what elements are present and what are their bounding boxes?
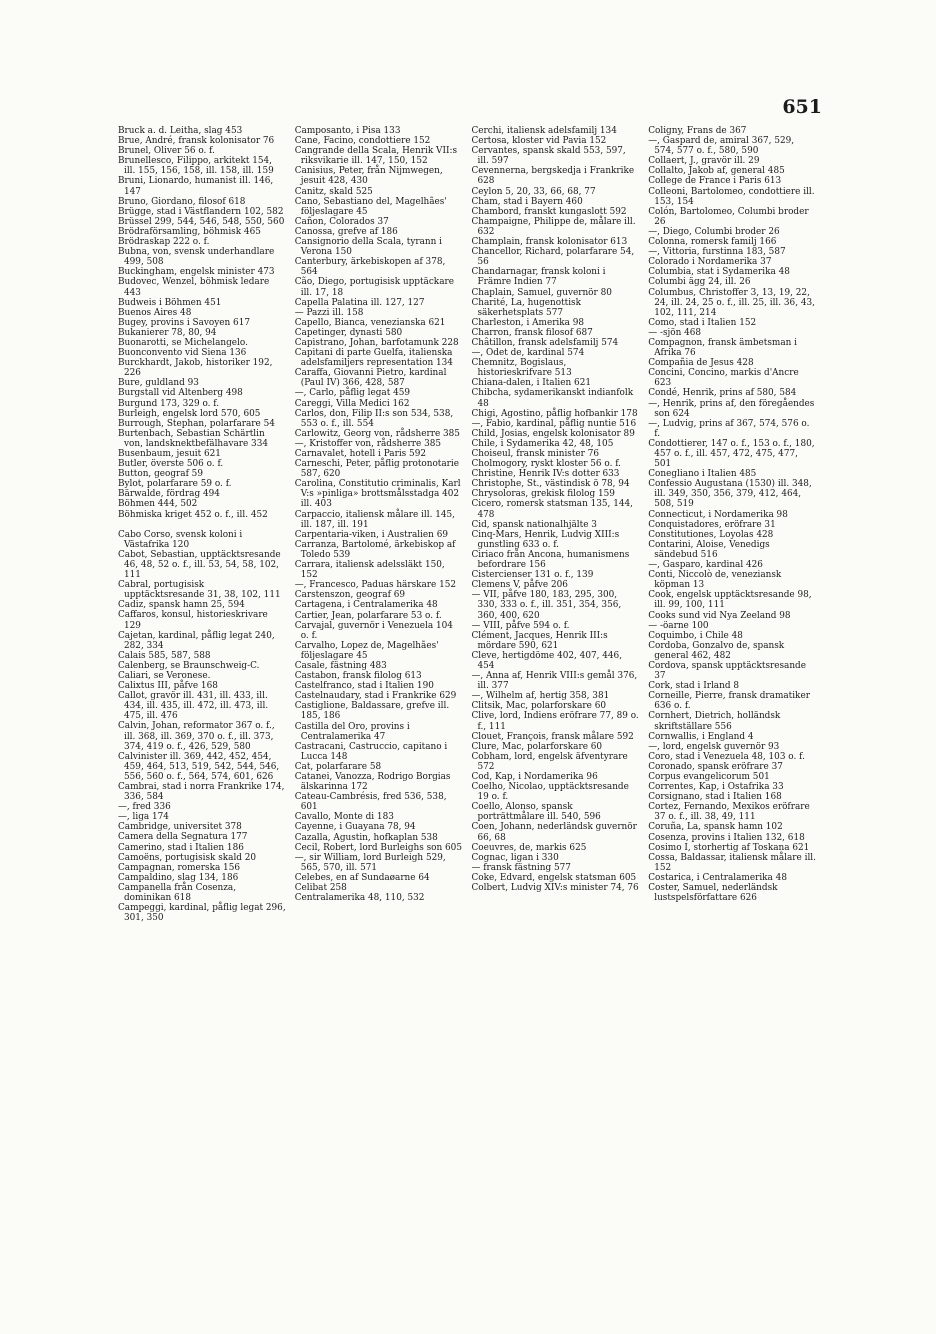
index-entry: Ceylon 5, 20, 33, 66, 68, 77 <box>471 186 596 197</box>
index-entry: — fransk fästning 577 <box>471 862 571 873</box>
index-entry: Clouet, François, fransk målare 592 <box>471 731 634 742</box>
index-entry: Calvin, Johan, reformator 367 o. f., ill. 368, ill. 369, 370 o. f., ill. 373, 374, 419 o. f., 426, 529, 580 <box>118 721 275 752</box>
index-entry: Celebes, en af Sundaøarne 64 <box>294 872 430 883</box>
index-entry: Chaplain, Samuel, guvernör 80 <box>471 287 612 298</box>
index-entry: Charité, La, hugenottisk säkerhetsplats 577 <box>471 297 581 318</box>
index-entry: Canossa, grefve af 186 <box>294 226 398 237</box>
index-entry: Carpaccio, italiensk målare ill. 145, ill. 187, ill. 191 <box>294 509 455 530</box>
index-entry: Coke, Edvard, engelsk statsman 605 <box>471 872 637 883</box>
index-entry: —, fred 336 <box>118 802 171 813</box>
index-entry: Centralamerika 48, 110, 532 <box>294 893 425 904</box>
index-entry: Compagnon, fransk ämbetsman i Afrika 76 <box>648 337 798 359</box>
index-entry: Chiana-dalen, i Italien 621 <box>471 378 591 389</box>
index-entry: Carneschi, Peter, påflig protonotarie 587, 620 <box>294 459 459 480</box>
index-entry: Cão, Diego, portugisisk upptäckare ill. 17, 18 <box>294 277 454 298</box>
index-entry: —, Diego, Columbi broder 26 <box>648 226 780 237</box>
index-entry: Calixtus III, påfve 168 <box>118 681 218 692</box>
index-entry: Chemnitz, Bogislaus, historieskrifvare 513 <box>471 358 572 379</box>
index-entry: Cinq-Mars, Henrik, Ludvig XIII:s gunstling 633 o. f. <box>471 529 620 550</box>
index-entry: Castracani, Castruccio, capitano i Lucca 148 <box>294 741 448 762</box>
index-entry: Columbia, stat i Sydamerika 48 <box>648 267 790 278</box>
index-entry: — VIII, påfve 594 o. f. <box>471 620 570 631</box>
index-entry: Cevennerna, bergskedja i Frankrike 628 <box>471 166 635 187</box>
index-entry: Camerino, stad i Italien 186 <box>118 842 244 853</box>
index-entry: —, Anna af, Henrik VIII:s gemål 376, ill. 377 <box>471 671 638 692</box>
index-entry: Cork, stad i Irland 8 <box>648 681 739 692</box>
index-entry: Contarini, Aloise, Venedigs sändebud 516 <box>648 539 770 560</box>
index-entry: Carpentaria-viken, i Australien 69 <box>294 529 448 540</box>
index-entry: Bruni, Lionardo, humanist ill. 146, 147 <box>118 176 274 197</box>
index-entry: College de France i Paris 613 <box>648 176 782 187</box>
index-entry: Brödraförsamling, böhmisk 465 <box>118 226 261 237</box>
index-column-3 <box>472 126 640 1176</box>
index-entry: Campeggi, kardinal, påflig legat 296, 301, 350 <box>118 903 286 924</box>
index-entry: Coligny, Frans de 367 <box>648 126 747 136</box>
index-entry: Careggi, Villa Medici 162 <box>294 398 410 409</box>
index-entry: Callot, gravör ill. 431, ill. 433, ill. 434, ill. 435, ill. 472, ill. 473, ill. 475, ill. 476 <box>118 691 269 722</box>
index-entry: Coeuvres, de, markis 625 <box>471 842 587 853</box>
index-entry: Cayenne, i Guayana 78, 94 <box>294 822 416 833</box>
index-entry: Colorado i Nordamerika 37 <box>648 257 772 268</box>
index-entry: Capella Palatina ill. 127, 127 <box>294 297 425 308</box>
index-entry: Caffaros, konsul, historieskrivare 129 <box>118 610 268 631</box>
index-entry: Cambridge, universitet 378 <box>118 822 242 833</box>
index-entry: Chambord, franskt kungaslott 592 <box>471 206 627 217</box>
index-entry: Carvajal, guvernör i Venezuela 104 o. f. <box>294 620 453 641</box>
index-entry: — -sjön 468 <box>648 327 702 338</box>
index-entry: Confessio Augustana (1530) ill. 348, ill. 349, 350, 356, 379, 412, 464, 508, 519 <box>648 479 812 510</box>
index-entry: —, Gasparo, kardinal 426 <box>648 560 763 571</box>
index-entry: Cognac, ligan i 330 <box>471 852 559 863</box>
index-entry: Chancellor, Richard, polarfarare 54, 56 <box>471 247 635 268</box>
index-entry: Cobham, lord, engelsk äfventyrare 572 <box>471 751 628 772</box>
index-entry: Christine, Henrik IV:s dotter 633 <box>471 469 620 480</box>
index-entry: Cadiz, spansk hamn 25, 594 <box>118 600 245 611</box>
index-entry: —, Vittoria, furstinna 183, 587 <box>648 247 786 258</box>
index-entry: Constitutiones, Loyolas 428 <box>648 529 774 540</box>
index-entry: Costarica, i Centralamerika 48 <box>648 872 787 883</box>
index-entry: Columbus, Christoffer 3, 13, 19, 22, 24, ill. 24, 25 o. f., ill. 25, ill. 36, 43, 102, 111, 214 <box>648 287 815 318</box>
index-entry: Burrough, Stephan, polarfarare 54 <box>118 418 275 429</box>
index-entry: Charleston, i Amerika 98 <box>471 317 585 328</box>
index-entry: Cornwallis, i England 4 <box>648 731 754 742</box>
index-entry: Carstenszon, geograf 69 <box>294 590 405 601</box>
index-entry: Colbert, Ludvig XIV:s minister 74, 76 <box>471 883 639 894</box>
index-entry: Burtenbach, Sebastian Schärtlin von, landsknektbefälhavare 334 <box>118 428 269 449</box>
index-entry: Ciriaco från Ancona, humanismens befordrare 156 <box>471 549 630 571</box>
index-entry: Cane, Facino, condottiere 152 <box>294 136 431 147</box>
index-entry: Certosa, kloster vid Pavia 152 <box>471 136 607 147</box>
index-entry: Cooks sund vid Nya Zeeland 98 <box>648 610 791 621</box>
index-entry: Capitani di parte Guelfa, italienska adelsfamiljers representation 134 <box>294 348 453 369</box>
index-entry: —, Fabio, kardinal, påflig nuntie 516 <box>471 418 637 429</box>
index-entry: Cham, stad i Bayern 460 <box>471 196 583 207</box>
index-entry: Camoëns, portugisisk skald 20 <box>118 852 257 863</box>
index-entry: Clemens V, påfve 206 <box>471 580 568 591</box>
index-entry: Castelfranco, stad i Italien 190 <box>294 681 434 692</box>
index-entry: Calenberg, se Braunschweig-C. <box>118 660 260 671</box>
index-entry: Cambrai, stad i norra Frankrike 174, 336, 584 <box>118 782 285 803</box>
index-entry: Carranza, Bartolomé, ärkebiskop af Toledo 539 <box>294 539 456 560</box>
index-entry: Cook, engelsk upptäcktsresande 98, ill. 99, 100, 111 <box>648 590 812 611</box>
index-entry: Cansignorio della Scala, tyrann i Verona 150 <box>294 237 442 258</box>
index-entry: Bruck a. d. Leitha, slag 453 <box>118 126 243 136</box>
index-entry: Colón, Bartolomeo, Columbi broder 26 <box>648 206 809 227</box>
index-entry: Calvinister ill. 369, 442, 452, 454, 459, 464, 513, 519, 542, 544, 546, 556, 560 o. f., 564, 574, 601, 626 <box>118 751 280 782</box>
index-entry: Columbi ägg 24, ill. 26 <box>648 277 751 288</box>
index-entry: Buckingham, engelsk minister 473 <box>118 267 275 278</box>
index-entry: Bylot, polarfarare 59 o. f. <box>118 479 232 490</box>
index-entry: —, Gaspard de, amiral 367, 529, 574, 577 o. f., 580, 590 <box>648 136 795 157</box>
index-entry: —, Kristoffer von, rådsherre 385 <box>294 438 442 449</box>
index-entry: Brue, André, fransk kolonisator 76 <box>118 136 275 147</box>
index-entry: Böhmiska kriget 452 o. f., ill. 452 <box>118 509 268 520</box>
index-entry: Chrysoloras, grekisk filolog 159 <box>471 489 615 500</box>
index-entry: Canisius, Peter, från Nijmwegen, jesuit 428, 430 <box>294 166 443 187</box>
index-entry: Castilla del Oro, provins i Centralamerika 47 <box>294 721 410 742</box>
index-entry: Camposanto, i Pisa 133 <box>294 126 401 136</box>
index-entry: Chandarnagar, fransk koloni i Främre Indien 77 <box>471 267 606 288</box>
index-entry: Carlos, don, Filip II:s son 534, 538, 553 o. f., ill. 554 <box>294 408 454 429</box>
index-entry: —, lord, engelsk guvernör 93 <box>648 741 780 752</box>
index-entry: Bugey, provins i Savoyen 617 <box>118 317 250 328</box>
index-entry: —, Odet de, kardinal 574 <box>471 348 585 359</box>
index-entry: —, Francesco, Paduas härskare 152 <box>294 580 457 591</box>
index-entry: Coro, stad i Venezuela 48, 103 o. f. <box>648 751 805 762</box>
index-entry: Cat, polarfarare 58 <box>294 761 382 772</box>
index-entry: Buonarotti, se Michelangelo. <box>118 337 248 348</box>
index-entry: Clitsik, Mac, polarforskare 60 <box>471 701 607 712</box>
index-entry: Cazalla, Agustin, hofkaplan 538 <box>294 832 438 843</box>
index-entry: Button, geograf 59 <box>118 469 203 480</box>
index-entry: Cano, Sebastiano del, Magelhães' följeslagare 45 <box>294 196 447 217</box>
index-entry: —, Wilhelm af, hertig 358, 381 <box>471 691 610 702</box>
index-entry: Carnavalet, hotell i Paris 592 <box>294 449 426 459</box>
index-entry: Como, stad i Italien 152 <box>648 317 757 328</box>
index-entry: Bubna, von, svensk underhandlare 499, 508 <box>118 247 275 268</box>
index-entry: Chigi, Agostino, påflig hofbankir 178 <box>471 408 638 419</box>
index-entry: Brügge, stad i Västflandern 102, 582 <box>118 206 284 217</box>
index-entry: Burgstall vid Altenberg 498 <box>118 388 243 399</box>
index-entry: Bure, guldland 93 <box>118 378 199 389</box>
index-entry: Brödraskap 222 o. f. <box>118 237 210 248</box>
index-entry: Cervantes, spansk skald 553, 597, ill. 597 <box>471 146 626 167</box>
index-entry: —, sir William, lord Burleigh 529, 565, 570, ill. 571 <box>294 852 446 873</box>
index-entry: Cajetan, kardinal, påflig legat 240, 282, 334 <box>118 630 275 651</box>
index-entry: Cicero, romersk statsman 135, 144, 478 <box>471 499 633 520</box>
index-entry: Bärwalde, fördrag 494 <box>118 489 220 500</box>
index-entry: Campanella från Cosenza, dominikan 618 <box>118 882 237 904</box>
index-entry: Cossa, Baldassar, italiensk målare ill. 152 <box>648 852 816 873</box>
index-entry: Coen, Johann, nederländsk guvernör 66, 68 <box>471 822 637 843</box>
index-entry: Cabral, portugisisk upptäcktsresande 31, 38, 102, 111 <box>118 580 281 601</box>
index-entry: Coronado, spansk eröfrare 37 <box>648 761 783 772</box>
index-entry: Canterbury, ärkebiskopen af 378, 564 <box>294 257 446 278</box>
index-entry: Cosimo I, storhertig af Toskana 621 <box>648 842 810 853</box>
index-entry: Condé, Henrik, prins af 580, 584 <box>648 388 797 399</box>
index-entry: Cabo Corso, svensk koloni i Västafrika 120 <box>118 529 243 550</box>
index-entry: Christophe, St., västindisk ö 78, 94 <box>471 479 630 490</box>
index-entry: Budovec, Wenzel, böhmisk ledare 443 <box>118 277 270 298</box>
index-entry: Cañon, Colorados 37 <box>294 216 389 227</box>
index-columns <box>118 126 816 1176</box>
index-entry: Bruno, Giordano, filosof 618 <box>118 196 246 207</box>
index-entry: Clure, Mac, polarforskare 60 <box>471 741 603 752</box>
index-entry: Caraffa, Giovanni Pietro, kardinal (Paul IV) 366, 428, 587 <box>294 368 447 389</box>
index-entry: Collalto, Jakob af, general 485 <box>648 166 785 177</box>
index-entry: Charron, fransk filosof 687 <box>471 327 593 338</box>
index-entry: Coello, Alonso, spansk porträttmålare ill. 540, 596 <box>471 802 601 823</box>
index-entry: Corpus evangelicorum 501 <box>648 772 770 782</box>
index-entry: Burleigh, engelsk lord 570, 605 <box>118 408 261 419</box>
section-gap <box>118 520 286 530</box>
index-entry: Caliari, se Veronese. <box>118 670 211 681</box>
index-entry: Cosenza, provins i Italien 132, 618 <box>648 832 805 843</box>
index-entry: Brunel, Oliver 56 o. f. <box>118 146 215 157</box>
index-entry: Champaigne, Philippe de, målare ill. 632 <box>471 216 636 237</box>
index-entry: Capistrano, Johan, barfotamunk 228 <box>294 337 459 348</box>
index-entry: Burckhardt, Jakob, historiker 192, 226 <box>118 358 273 379</box>
index-entry: Coster, Samuel, nederländsk lustspelsförfattare 626 <box>648 883 778 904</box>
index-entry: —, Carlo, påflig legat 459 <box>294 388 411 399</box>
index-entry: Chibcha, sydamerikanskt indianfolk 48 <box>471 388 634 409</box>
index-entry: Casale, fästning 483 <box>294 660 387 671</box>
index-entry: —, Henrik, prins af, den föregåendes son 624 <box>648 398 815 419</box>
index-entry: Butler, överste 506 o. f. <box>118 459 224 470</box>
index-entry: Campaldino, slag 134, 186 <box>118 872 239 883</box>
index-entry: Capetinger, dynasti 580 <box>294 327 403 338</box>
index-column-1 <box>118 126 286 1176</box>
index-entry: Camera della Segnatura 177 <box>118 832 248 843</box>
index-entry: Cornhert, Dietrich, holländsk skriftställare 556 <box>648 711 781 732</box>
index-entry: Conegliano i Italien 485 <box>648 469 757 480</box>
index-entry: Coquimbo, i Chile 48 <box>648 630 743 641</box>
index-entry: Cholmogory, ryskt kloster 56 o. f. <box>471 459 621 470</box>
index-entry: Cortez, Fernando, Mexikos eröfrare 37 o. f., ill. 38, 49, 111 <box>648 802 810 823</box>
index-entry: Cod, Kap, i Nordamerika 96 <box>471 772 598 782</box>
index-entry: Castelnaudary, stad i Frankrike 629 <box>294 691 457 702</box>
index-entry: Colonna, romersk familj 166 <box>648 237 777 248</box>
index-entry: Compañia de Jesus 428 <box>648 358 754 369</box>
index-entry: Carolina, Constitutio criminalis, Karl V:s »pinliga» brottsmålsstadga 402 ill. 403 <box>294 479 461 510</box>
index-entry: Carlowitz, Georg von, rådsherre 385 <box>294 428 460 439</box>
index-entry: Cleve, hertigdöme 402, 407, 446, 454 <box>471 650 623 671</box>
index-entry: Correntes, Kap, i Ostafrika 33 <box>648 782 784 793</box>
index-entry: Böhmen 444, 502 <box>118 499 198 510</box>
index-entry: Cavallo, Monte di 183 <box>294 812 394 823</box>
index-entry: Cartagena, i Centralamerika 48 <box>294 600 438 611</box>
index-entry: Buonconvento vid Siena 136 <box>118 348 247 359</box>
index-entry: Campagnan, romerska 156 <box>118 862 240 873</box>
index-entry: Calais 585, 587, 588 <box>118 650 211 661</box>
index-entry: Budweis i Böhmen 451 <box>118 297 222 308</box>
index-entry: Celibat 258 <box>294 883 347 894</box>
index-entry: —, liga 174 <box>118 812 169 823</box>
index-entry: Castabon, fransk filolog 613 <box>294 671 422 682</box>
index-column-4 <box>648 126 816 1176</box>
index-entry: Champlain, fransk kolonisator 613 <box>471 237 628 248</box>
index-column-2 <box>295 126 463 1176</box>
index-entry: Cartier, Jean, polarfarare 53 o. f. <box>294 610 442 621</box>
index-entry: Clément, Jacques, Henrik III:s mördare 590, 621 <box>471 630 608 651</box>
index-entry: Bukanierer 78, 80, 94 <box>118 327 217 338</box>
index-entry: Chile, i Sydamerika 42, 48, 105 <box>471 438 614 449</box>
index-entry: Catanei, Vanozza, Rodrigo Borgias älskarinna 172 <box>294 772 451 793</box>
index-entry: Choiseul, fransk minister 76 <box>471 449 600 459</box>
index-entry: Child, Josias, engelsk kolonisator 89 <box>471 428 635 439</box>
index-entry: Busenbaum, jesuit 621 <box>118 449 221 459</box>
index-entry: Cordova, spansk upptäcktsresande 37 <box>648 660 806 682</box>
index-entry: Canitz, skald 525 <box>294 186 373 197</box>
index-entry: Castiglione, Baldassare, grefve ill. 185, 186 <box>294 701 450 722</box>
index-entry: Cangrande della Scala, Henrik VII:s riksvikarie ill. 147, 150, 152 <box>294 146 458 167</box>
index-entry: — -öarne 100 <box>648 620 709 631</box>
index-entry: Brunellesco, Filippo, arkitekt 154, ill. 155, 156, 158, ill. 158, ill. 159 <box>118 156 274 177</box>
index-entry: Coelho, Nicolao, upptäcktsresande 19 o. f. <box>471 782 629 803</box>
index-entry: Châtillon, fransk adelsfamilj 574 <box>471 337 619 348</box>
index-entry: Cistercienser 131 o. f., 139 <box>471 570 594 581</box>
index-entry: Brüssel 299, 544, 546, 548, 550, 560 <box>118 216 285 227</box>
index-entry: Cid, spansk nationalhjälte 3 <box>471 519 597 530</box>
index-entry: — VII, påfve 180, 183, 295, 300, 330, 333 o. f., ill. 351, 354, 356, 360, 400, 620 <box>471 590 622 621</box>
index-entry: Concini, Concino, markis d'Ancre 623 <box>648 368 799 389</box>
page-number: 651 <box>782 96 822 118</box>
index-entry: Buenos Aires 48 <box>118 307 192 318</box>
index-entry: Colleoni, Bartolomeo, condottiere ill. 153, 154 <box>648 186 815 207</box>
index-entry: — Pazzi ill. 158 <box>294 307 364 318</box>
index-entry: Cecil, Robert, lord Burleighs son 605 <box>294 842 462 853</box>
index-entry: Coruña, La, spansk hamn 102 <box>648 822 783 833</box>
index-entry: Conti, Niccolò de, veneziansk köpman 13 <box>648 570 782 591</box>
index-entry: Capello, Bianca, venezianska 621 <box>294 317 446 328</box>
index-entry: Burgund 173, 329 o. f. <box>118 398 220 409</box>
index-entry: Corsignano, stad i Italien 168 <box>648 792 782 803</box>
index-entry: Clive, lord, Indiens eröfrare 77, 89 o. f., 111 <box>471 711 639 732</box>
index-entry: Cordoba, Gonzalvo de, spansk general 462, 482 <box>648 640 785 661</box>
index-entry: Connecticut, i Nordamerika 98 <box>648 509 788 520</box>
index-entry: —, Ludvig, prins af 367, 574, 576 o. f. <box>648 418 810 439</box>
index-entry: Conquistadores, eröfrare 31 <box>648 519 776 530</box>
index-entry: Carvalho, Lopez de, Magelhães' följeslagare 45 <box>294 640 439 661</box>
index-entry: Cabot, Sebastian, upptäcktsresande 46, 48, 52 o. f., ill. 53, 54, 58, 102, 111 <box>118 549 281 581</box>
index-entry: Corneille, Pierre, fransk dramatiker 636 o. f. <box>648 691 810 712</box>
index-entry: Carrara, italiensk adelssläkt 150, 152 <box>294 560 445 581</box>
index-entry: Collaert, J., gravör ill. 29 <box>648 156 760 167</box>
index-entry: Condottierer, 147 o. f., 153 o. f., 180, 457 o. f., ill. 457, 472, 475, 477, 501 <box>648 438 815 470</box>
index-entry: Cerchi, italiensk adelsfamilj 134 <box>471 126 617 136</box>
index-entry: Cateau-Cambrésis, fred 536, 538, 601 <box>294 792 447 813</box>
